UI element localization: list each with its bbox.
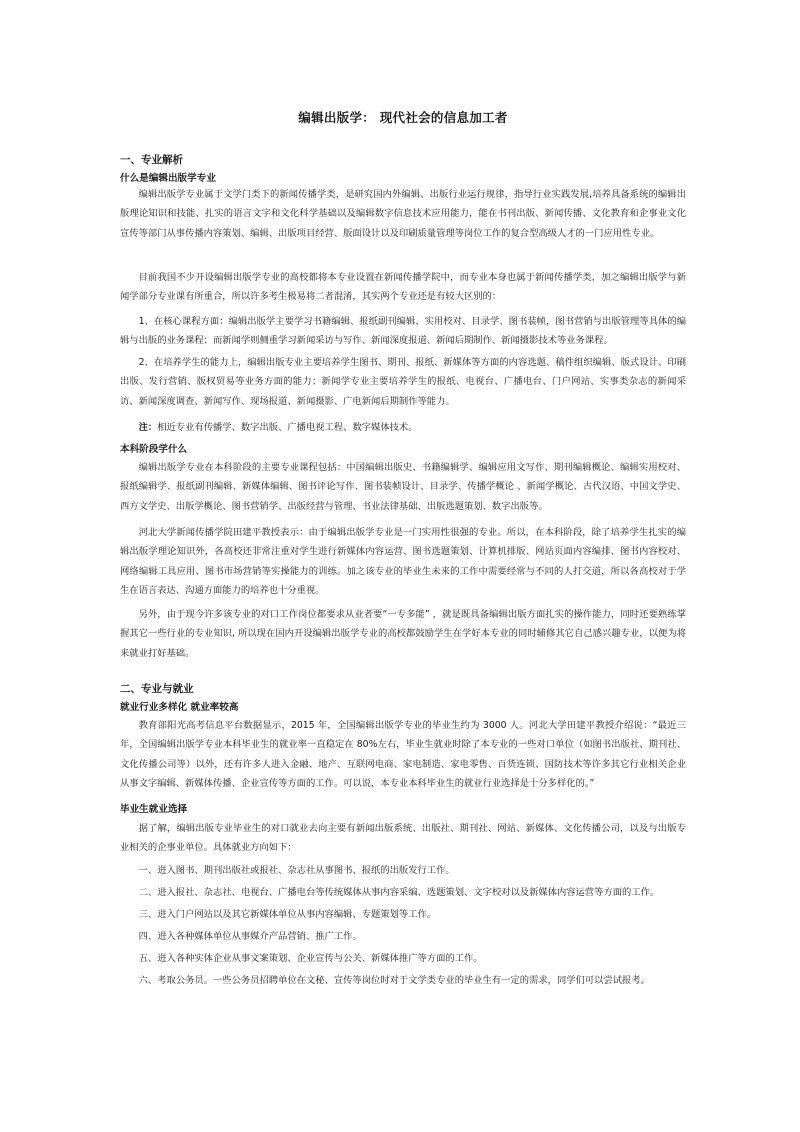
- paragraph: 编辑出版学专业在本科阶段的主要专业课程包括：中国编辑出版史、书籍编辑学、编辑应用文写作、期刊编辑概论、编辑实用校对、报纸编辑学、报纸副刊编辑、新媒体编辑、图书评论写作、图书装帧设计、目录学、传播学概论 、新闻学概论、古代汉语、中国文学史、西方文学史、出版学概论、图书营销学、出版经营与管理、书业法律基础、出版选题策划、数字出版等。: [120, 462, 686, 512]
- paragraph: 河北大学新闻传播学院田建平教授表示：由于编辑出版学专业是一门实用性很强的专业。所以，在本科阶段，除了培养学生扎实的编辑出版学理论知识外，各高校还非常注重对学生进行新媒体内容运营、图书选题策划、计算机排版、网站页面内容编排、图书内容校对、网络编辑工具应用、图书市场营销等实操能力的训练。加之该专业的毕业生未来的工作中需要经常与不同的人打交道，所以各高校对于学生在语言表达、沟通方面能力的培养也十分重视。: [120, 527, 686, 596]
- subheading-what-is-major: 什么是编辑出版学专业: [120, 173, 216, 184]
- note-paragraph: [120, 418, 686, 437]
- paragraph: 另外，由于现今许多该专业的对口工作岗位都要求从业者要“一专多能” ，就是既具备编辑出版方面扎实的操作能力，同时还要熟练掌握其它一些行业的专业知识, 所以现在国内开设编辑出版学专业的高校都鼓励学生在学好本专业的同时辅修其它自己感兴趣专业，以便为将来就业打好基础。: [120, 609, 686, 659]
- paragraph: 1、在核心课程方面：编辑出版学主要学习书籍编辑、报纸副刊编辑、实用校对、目录学、图书装帧，图书营销与出版管理等具体的编辑与出版的业务课程；而新闻学则侧重学习新闻采访与写作、新闻深度报道、新闻后期制作、新闻摄影技术等业务课程。: [120, 316, 686, 347]
- paragraph: 目前我国不少开设编辑出版学专业的高校都将本专业设置在新闻传播学院中，而专业本身也属于新闻传播学类，加之编辑出版学与新闻学部分专业课有所重合，所以许多考生极易将二者混淆，其实两个专业还是有较大区别的：: [120, 272, 686, 303]
- note-label: 注：: [138, 422, 158, 433]
- paragraph: 教育部阳光高考信息平台数据显示，2015 年，全国编辑出版学专业的毕业生约为 3000 人。河北大学田建平教授介绍说：“最近三年，全国编辑出版学专业本科毕业生的就业率一直稳定在 80%左右，毕业生就业时除了本专业的一些对口单位（如图书出版社、期刊社、文化传播公司等）以外，还有许多人进入金融、地产、互联网电商、家电制造、家电零售、百货连锁、国防技术等许多其它行业相关企业从事文字编辑、新媒体传播、企业宣传等方面的工作。可以说，本专业本科毕业生的就业行业选择是十分多样化的。”: [120, 720, 686, 789]
- section-heading-employment: 二、专业与就业: [120, 683, 194, 695]
- section-heading-analysis: 一、专业解析: [120, 154, 183, 166]
- subheading-undergrad-courses: 本科阶段学什么: [120, 444, 188, 455]
- paragraph: 据了解，编辑出版专业毕业生的对口就业去向主要有新闻出版系统、出版社、期刊社、网站、新媒体、文化传播公司，以及与出版专业相关的企事业单位。具体就业方向如下：: [120, 823, 686, 854]
- document-title: 编辑出版学： 现代社会的信息加工者: [298, 110, 508, 125]
- list-item: 一、进入图书、期刊出版社或报社、杂志社从事图书、报纸的出版发行工作。: [138, 865, 455, 876]
- list-item: 五、进入各种实体企业从事文案策划、企业宣传与公关、新媒体推广等方面的工作。: [138, 953, 483, 964]
- paragraph: 2、在培养学生的能力上，编辑出版专业主要培养学生图书、期刊、报纸、新媒体等方面的内容选题、稿件组织编辑、版式设计、印刷出版、发行营销、版权贸易等业务方面的能力；新闻学专业主要培养学生的报纸、电视台、广播电台、门户网站、实事类杂志的新闻采访、新闻深度调查、新闻写作、现场报道、新闻摄影、广电新闻后期制作等能力。: [120, 357, 686, 407]
- subheading-graduate-choices: 毕业生就业选择: [120, 804, 188, 815]
- list-item: 二、进入报社、杂志社、电视台、广播电台等传统媒体从事内容采编、选题策划、文字校对以及新媒体内容运营等方面的工作。: [138, 887, 660, 898]
- note-text: 相近专业有传播学、数字出版、广播电视工程、数字媒体技术。: [157, 422, 418, 433]
- list-item: 四、进入各种媒体单位从事媒介产品营销、推广工作。: [138, 931, 362, 942]
- subheading-employment-diversity: 就业行业多样化 就业率较高: [120, 702, 239, 713]
- paragraph: 编辑出版学专业属于文学门类下的新闻传播学类，是研究国内外编辑、出版行业运行规律，指导行业实践发展,培养具备系统的编辑出版理论知识和技能、扎实的语言文字和文化科学基础以及编辑数字信息技术应用能力，能在书刊出版、新闻传播、文化教育和企事业文化宣传等部门从事传播内容策划、编辑、出版项目经营、版面设计以及印刷质量管理等岗位工作的复合型高级人才的一门应用性专业。: [120, 189, 686, 239]
- list-item: 六、考取公务员。一些公务员招聘单位在文秘、宣传等岗位时对于文学类专业的毕业生有一定的需求，同学们可以尝试报考。: [138, 975, 650, 986]
- list-item: 三、进入门户网站以及其它新媒体单位从事内容编辑、专题策划等工作。: [138, 909, 437, 920]
